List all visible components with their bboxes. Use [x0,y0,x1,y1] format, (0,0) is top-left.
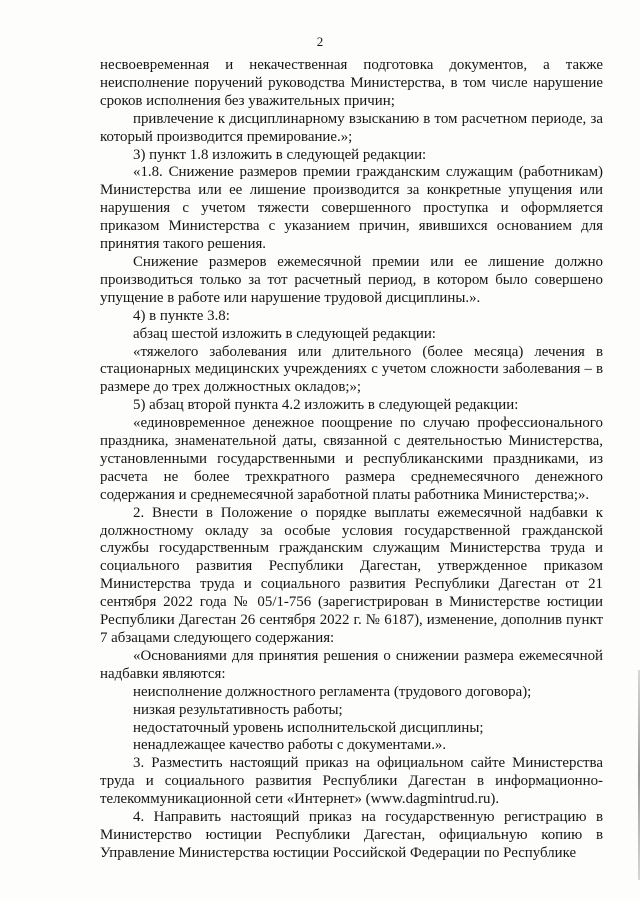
paragraph: привлечение к дисциплинарному взысканию в том расчетном периоде, за который производится премирование.»; [100,110,603,145]
paragraph: ненадлежащее качество работы с документами.». [133,737,447,754]
paragraph: Снижение размеров ежемесячной премии или ее лишение должно производиться только за тот расчетный период, в котором было совершено упущение в работе или нарушение трудовой дисциплины.». [100,253,603,306]
paragraph: «Основаниями для принятия решения о снижении размера ежемесячной надбавки являются: [100,647,603,682]
paragraph: 4) в пункте 3.8: [133,307,230,324]
document-body [100,57,603,863]
paragraph: несвоевременная и некачественная подготовка документов, а также неисполнение поручений руководства Министерства, в том числе нарушение сроков исполнения без уважительных причин; [100,57,603,109]
paragraph: 3) пункт 1.8 изложить в следующей редакции: [133,146,427,163]
paragraph: недостаточный уровень исполнительской дисциплины; [133,719,484,736]
paragraph: неисполнение должностного регламента (трудового договора); [133,683,532,700]
paragraph: «единовременное денежное поощрение по случаю профессионального праздника, знаменательной даты, связанной с деятельностью Министерства, установленными государственными и республиканскими праздниками, из расчета не более трехкратного размера среднемесячного денежного содержания и среднемесячной заработной платы работника Министерства;». [100,415,603,503]
paragraph: «тяжелого заболевания или длительного (более месяца) лечения в стационарных медицинских учреждениях с учетом сложности заболевания – в размере до трех должностных окладов;»; [100,343,603,396]
paragraph: низкая результативность работы; [133,701,343,718]
paragraph: 5) абзац второй пункта 4.2 изложить в следующей редакции: [133,397,519,414]
paragraph: «1.8. Снижение размеров премии гражданским служащим (работникам) Министерства или ее лишение производится за конкретные упущения или нарушения с учетом тяжести совершенного проступка и оформляется приказом Министерства с указанием причин, явившихся основанием для принятия такого решения. [100,164,603,253]
page-number: 2 [316,34,324,49]
paragraph: 3. Разместить настоящий приказ на официальном сайте Министерства труда и социального развития Республики Дагестан в информационно-телекоммуникационной сети «Интернет» (www.dagmintrud.ru). [100,755,603,808]
paragraph: 2. Внести в Положение о порядке выплаты ежемесячной надбавки к должностному окладу за особые условия государственной гражданской службы государственным гражданским служащим Министерства труда и социального развития Республики Дагестан, утвержденное приказом Министерства труда и социального развития Республики Дагестан от 21 сентября 2022 года № 05/1-756 (зарегистрирован в Министерстве юстиции Республики Дагестан 26 сентября 2022 г. № 6187), изменение, дополнив пункт 7 абзацами следующего содержания: [100,504,603,646]
paragraph: 4. Направить настоящий приказ на государственную регистрацию в Министерство юстиции Республики Дагестан, официальную копию в Управление Министерства юстиции Российской Федерации по Республике [100,809,603,861]
paragraph: абзац шестой изложить в следующей редакции: [133,325,436,342]
